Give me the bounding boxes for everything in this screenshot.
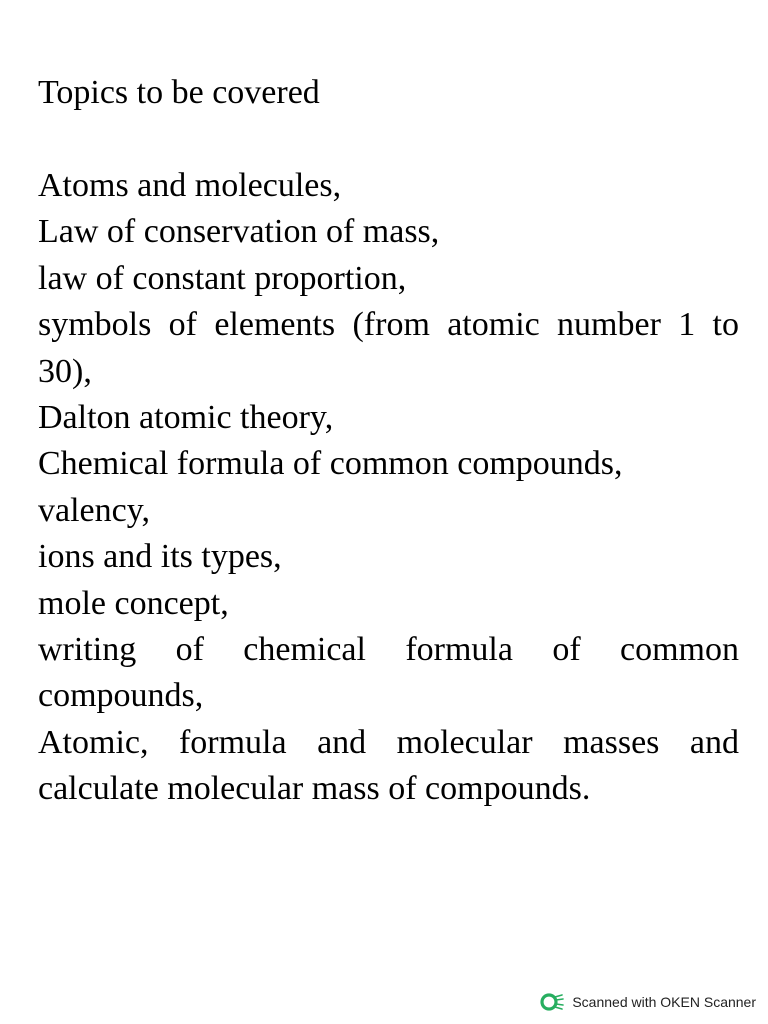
document-heading: Topics to be covered bbox=[38, 74, 320, 111]
topic-item: Atoms and molecules, bbox=[38, 167, 342, 204]
scanner-text: Scanned with OKEN Scanner bbox=[572, 994, 756, 1010]
topic-list bbox=[38, 163, 739, 813]
topic-item: Dalton atomic theory, bbox=[38, 399, 334, 437]
oken-scanner-logo-icon bbox=[540, 992, 564, 1012]
document-page bbox=[38, 70, 739, 813]
topic-item: writing of chemical formula of common compounds, bbox=[38, 631, 739, 715]
scanner-watermark bbox=[540, 992, 756, 1012]
topic-item: Atomic, formula and molecular masses and calculate molecular mass of compounds. bbox=[38, 723, 739, 808]
topic-item: mole concept, bbox=[38, 584, 229, 622]
topic-item: Chemical formula of common compounds, bbox=[38, 445, 623, 483]
topic-item: ions and its types, bbox=[38, 538, 282, 576]
topic-item: symbols of elements (from atomic number 1 to 30), bbox=[38, 306, 739, 390]
topic-item: Law of conservation of mass, bbox=[38, 213, 440, 251]
topic-item: law of constant proportion, bbox=[38, 259, 407, 297]
topic-item: valency, bbox=[38, 491, 151, 529]
